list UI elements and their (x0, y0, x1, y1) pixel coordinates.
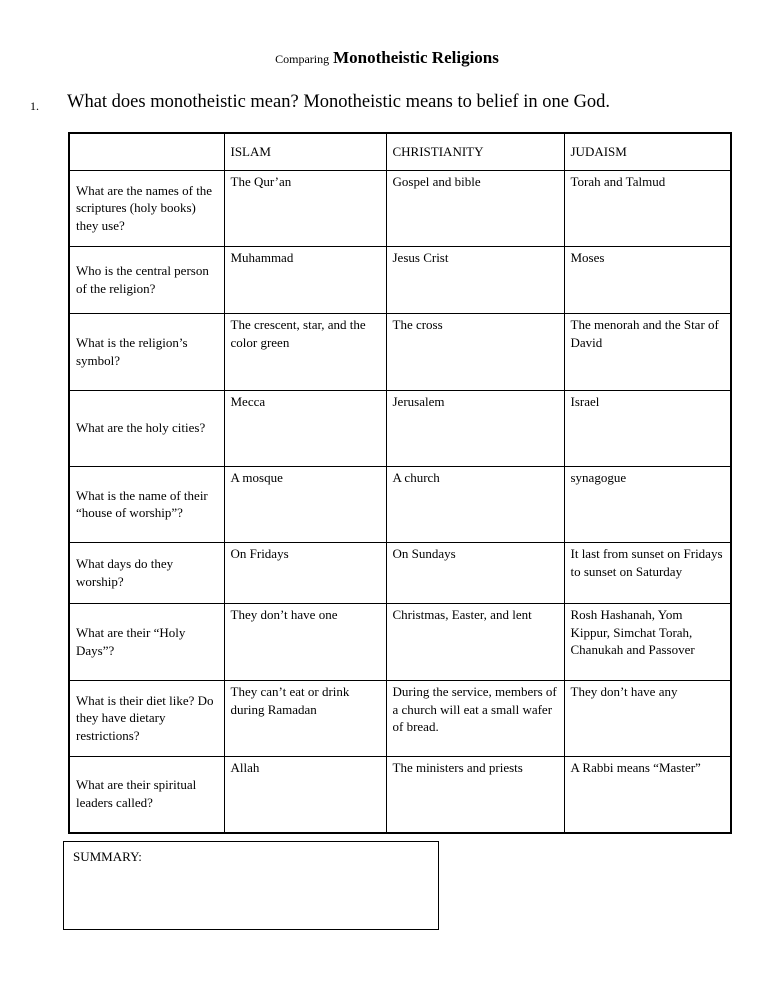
islam-cell: The crescent, star, and the color green (224, 314, 386, 391)
table-header-row (69, 133, 731, 171)
islam-cell: On Fridays (224, 543, 386, 604)
row-question: Who is the central person of the religion? (69, 247, 224, 314)
table-row (69, 171, 731, 247)
judaism-cell: Moses (564, 247, 731, 314)
row-question: What is the religion’s symbol? (69, 314, 224, 391)
table-row (69, 247, 731, 314)
comparison-table (68, 132, 732, 834)
row-question: What are their spiritual leaders called? (69, 757, 224, 833)
christianity-cell: A church (386, 467, 564, 543)
table-row (69, 757, 731, 833)
table-row (69, 681, 731, 757)
row-question: What are the holy cities? (69, 391, 224, 467)
header-blank (69, 133, 224, 171)
judaism-cell: Rosh Hashanah, Yom Kippur, Simchat Torah, Chanukah and Passover (564, 604, 731, 681)
question-text: What does monotheistic mean? Monotheistic means to belief in one God. (67, 92, 611, 112)
table-row (69, 543, 731, 604)
table-row (69, 604, 731, 681)
table-row (69, 314, 731, 391)
title-prefix: Comparing (275, 52, 330, 66)
row-question: What are their “Holy Days”? (69, 604, 224, 681)
christianity-cell: Jerusalem (386, 391, 564, 467)
judaism-cell: synagogue (564, 467, 731, 543)
table-row (69, 467, 731, 543)
islam-cell: A mosque (224, 467, 386, 543)
christianity-cell: The cross (386, 314, 564, 391)
row-question: What are the names of the scriptures (holy books) they use? (69, 171, 224, 247)
header-judaism: JUDAISM (564, 133, 731, 171)
judaism-cell: Torah and Talmud (564, 171, 731, 247)
summary-label: SUMMARY: (73, 849, 142, 864)
title-main: Monotheistic Religions (333, 48, 499, 67)
judaism-cell: A Rabbi means “Master” (564, 757, 731, 833)
christianity-cell: The ministers and priests (386, 757, 564, 833)
islam-cell: They don’t have one (224, 604, 386, 681)
row-question: What is the name of their “house of worship”? (69, 467, 224, 543)
header-christianity: CHRISTIANITY (386, 133, 564, 171)
row-question: What is their diet like? Do they have dietary restrictions? (69, 681, 224, 757)
islam-cell: Mecca (224, 391, 386, 467)
summary-box[interactable] (63, 841, 439, 930)
islam-cell: The Qur’an (224, 171, 386, 247)
christianity-cell: Jesus Crist (386, 247, 564, 314)
islam-cell: Muhammad (224, 247, 386, 314)
judaism-cell: They don’t have any (564, 681, 731, 757)
islam-cell: Allah (224, 757, 386, 833)
header-islam: ISLAM (224, 133, 386, 171)
page-title (0, 48, 768, 68)
table-row (69, 391, 731, 467)
christianity-cell: During the service, members of a church will eat a small wafer of bread. (386, 681, 564, 757)
christianity-cell: Gospel and bible (386, 171, 564, 247)
row-question: What days do they worship? (69, 543, 224, 604)
judaism-cell: Israel (564, 391, 731, 467)
judaism-cell: The menorah and the Star of David (564, 314, 731, 391)
christianity-cell: On Sundays (386, 543, 564, 604)
christianity-cell: Christmas, Easter, and lent (386, 604, 564, 681)
islam-cell: They can’t eat or drink during Ramadan (224, 681, 386, 757)
question-number: 1. (30, 99, 39, 113)
judaism-cell: It last from sunset on Fridays to sunset on Saturday (564, 543, 731, 604)
